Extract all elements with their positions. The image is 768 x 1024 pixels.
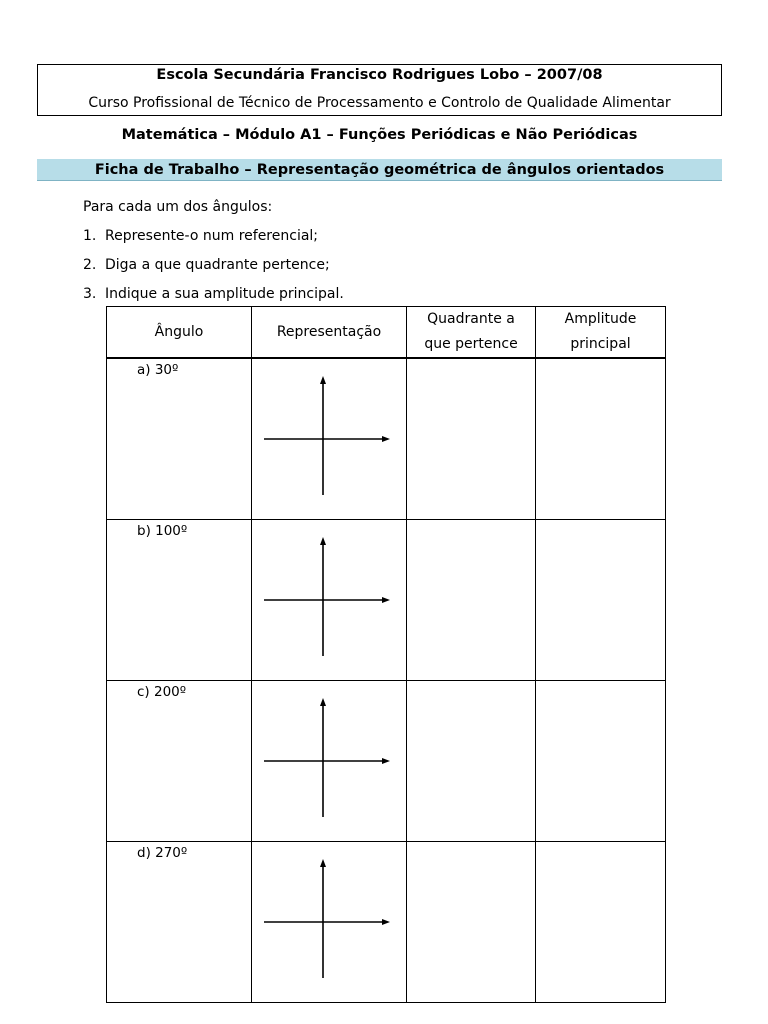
representation-cell[interactable] [252,842,407,1003]
course-name: Curso Profissional de Técnico de Processamento e Controlo de Qualidade Alimentar [88,95,671,111]
amplitude-answer-cell[interactable] [536,520,666,681]
angle-cell [107,842,252,1003]
angle-cell [107,358,252,520]
instruction-step [83,251,344,280]
angle-label: c) 200º [137,684,187,700]
step-number: 3. [83,286,97,302]
instruction-step [83,222,344,251]
representation-cell[interactable] [252,520,407,681]
amplitude-answer-cell[interactable] [536,681,666,842]
step-number: 1. [83,228,97,244]
instructions-intro: Para cada um dos ângulos: [83,199,273,215]
step-text: Diga a que quadrante pertence; [105,257,330,273]
angle-cell [107,520,252,681]
header-angle: Ângulo [107,307,252,359]
header-quadrant: Quadrante a que pertence [407,307,536,359]
table-row [107,358,666,520]
step-number: 2. [83,257,97,273]
axes-diagram [252,681,406,831]
angle-cell [107,681,252,842]
quadrant-answer-cell[interactable] [407,358,536,520]
instruction-step [83,280,344,309]
axes-diagram [252,359,406,509]
angle-label: a) 30º [137,362,179,378]
amplitude-answer-cell[interactable] [536,842,666,1003]
worksheet-title: Ficha de Trabalho – Representação geométrica de ângulos orientados [37,159,722,181]
step-text: Represente-o num referencial; [105,228,319,244]
school-header-box [37,64,722,116]
axes-diagram [252,842,406,992]
table-header-row [107,307,666,359]
table-row [107,520,666,681]
representation-cell[interactable] [252,358,407,520]
header-amplitude: Amplitude principal [536,307,666,359]
table-row [107,681,666,842]
step-text: Indique a sua amplitude principal. [105,286,344,302]
representation-cell[interactable] [252,681,407,842]
angles-table [106,306,666,1003]
amplitude-answer-cell[interactable] [536,358,666,520]
instructions [83,193,344,309]
axes-diagram [252,520,406,670]
table-row [107,842,666,1003]
school-name: Escola Secundária Francisco Rodrigues Lobo – 2007/08 [156,67,603,83]
quadrant-answer-cell[interactable] [407,681,536,842]
angle-label: d) 270º [137,845,188,861]
quadrant-answer-cell[interactable] [407,520,536,681]
module-title: Matemática – Módulo A1 – Funções Periódicas e Não Periódicas [121,127,638,143]
quadrant-answer-cell[interactable] [407,842,536,1003]
angle-label: b) 100º [137,523,188,539]
header-representation: Representação [252,307,407,359]
